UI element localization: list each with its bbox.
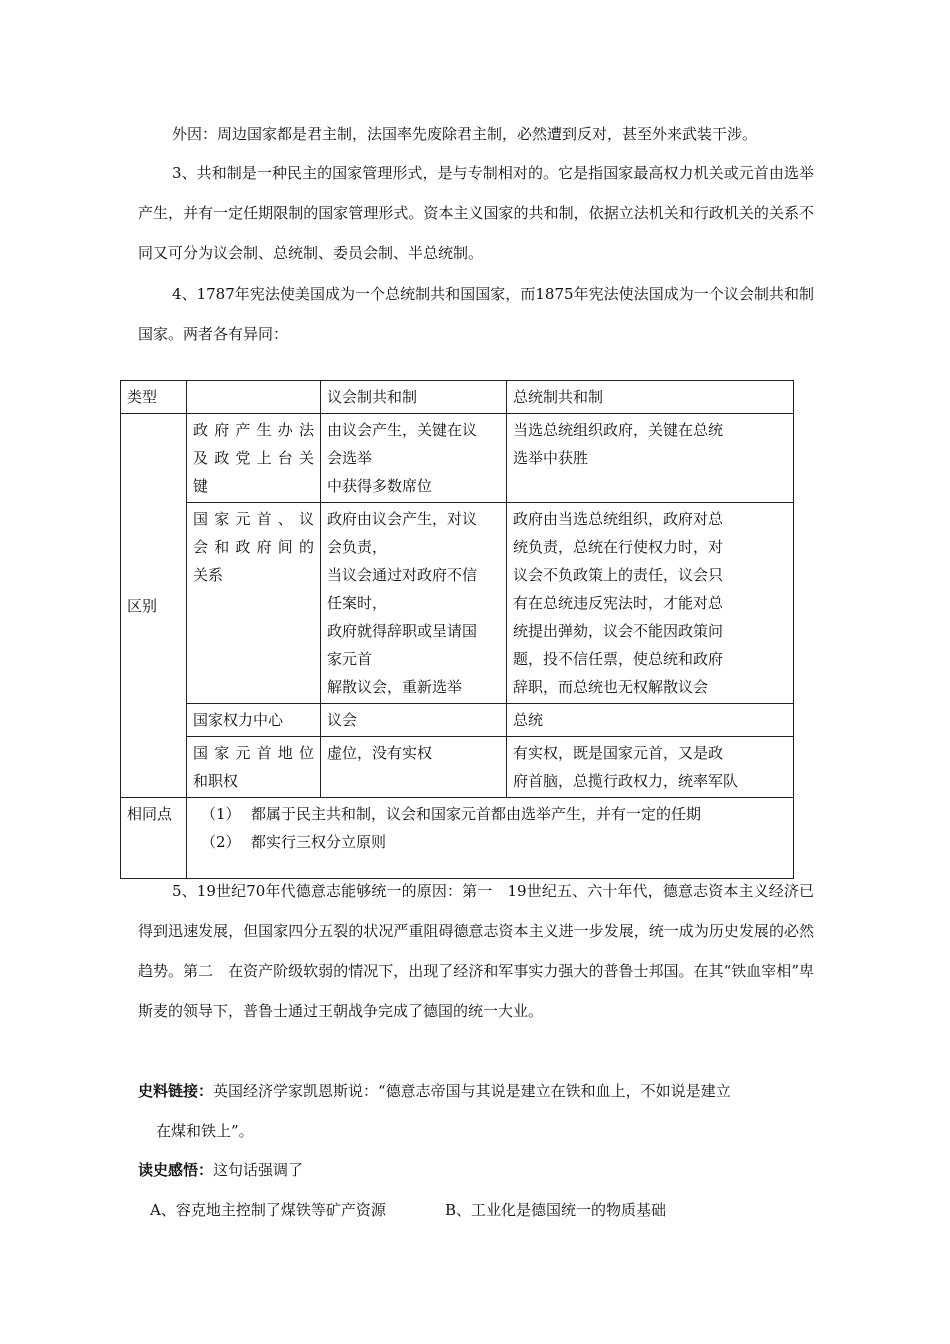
paragraph-constitutions: 4、1787年宪法使美国成为一个总统制共和国国家，而1875年宪法使法国成为一个议会制共和制国家。两者各有异同： — [138, 285, 814, 343]
reading-text: 这句话强调了 — [213, 1161, 304, 1179]
option-a: A、容克地主控制了煤铁等矿产资源 — [150, 1201, 386, 1219]
paragraph-republic-definition: 3、共和制是一种民主的国家管理形式，是与专制相对的。它是指国家最高权力机关或元首由选举产生，并有一定任期限制的国家管理形式。资本主义国家的共和制，依据立法机关和行政机关的关系不同又可分为议会制、总统制、委员会制、半总统制。 — [138, 164, 814, 262]
table-row — [121, 704, 794, 737]
same-cell — [187, 798, 794, 879]
source-link-label: 史料链接： — [138, 1082, 214, 1100]
table-row-similarities — [121, 798, 794, 879]
aspect-cell: 国家元首地位 和职权 — [187, 737, 321, 798]
parliamentary-cell: 议会 — [321, 704, 507, 737]
source-link-paragraph — [138, 1071, 814, 1111]
same-item-text: 都属于民主共和制，议会和国家元首都由选举产生，并有一定的任期 — [251, 805, 702, 823]
parliamentary-cell: 由议会产生，关键在议 会选举 中获得多数席位 — [321, 414, 507, 503]
table-row — [121, 503, 794, 704]
same-label: 相同点 — [121, 798, 187, 879]
reading-paragraph — [138, 1150, 814, 1190]
parliamentary-cell: 政府由议会产生，对议 会负责， 当议会通过对政府不信 任案时， 政府就得辞职或呈请国 家元首 解散议会，重新选举 — [321, 503, 507, 704]
same-item-number: （1） — [201, 805, 241, 823]
presidential-cell: 政府由当选总统组织，政府对总 统负责，总统在行使权力时，对 议会不负政策上的责任，议会只 有在总统违反宪法时，才能对总 统提出弹劾，议会不能因政策问 题，投不信任票，使总统和政府 辞职，而总统也无权解散议会 — [507, 503, 794, 704]
paragraph-german-unification: 5、19世纪70年代德意志能够统一的原因：第一 19世纪五、六十年代，德意志资本主义经济已得到迅速发展，但国家四分五裂的状况严重阻碍德意志资本主义进一步发展，统一成为历史发展的必然趋势。第二 在资产阶级软弱的情况下，出现了经济和军事实力强大的普鲁士邦国。在其“铁血宰相”卑斯麦的领导下，普鲁士通过王朝战争完成了德国的统一大业。 — [138, 882, 814, 1020]
reading-label: 读史感悟： — [138, 1161, 214, 1179]
same-item-text: 都实行三权分立原则 — [251, 833, 387, 851]
header-parliamentary: 议会制共和制 — [321, 381, 507, 414]
source-link-text: 英国经济学家凯恩斯说：“德意志帝国与其说是建立在铁和血上，不如说是建立 — [213, 1082, 731, 1100]
parliamentary-cell: 虚位，没有实权 — [321, 737, 507, 798]
source-link-continuation: 在煤和铁上”。 — [156, 1122, 254, 1140]
paragraph-outer-cause: 外因：周边国家都是君主制，法国率先废除君主制，必然遭到反对，甚至外来武装干涉。 — [172, 125, 758, 143]
aspect-cell: 国家元首、议 会和政府间的 关系 — [187, 503, 321, 704]
presidential-cell: 当选总统组织政府，关键在总统 选举中获胜 — [507, 414, 794, 503]
presidential-cell: 有实权，既是国家元首，又是政 府首脑，总揽行政权力，统率军队 — [507, 737, 794, 798]
table-row — [121, 737, 794, 798]
table-row — [121, 414, 794, 503]
table-header-row — [121, 381, 794, 414]
header-presidential: 总统制共和制 — [507, 381, 794, 414]
comparison-table — [120, 380, 794, 879]
same-item-number: （2） — [201, 833, 241, 851]
diff-label: 区别 — [121, 414, 187, 798]
header-blank — [187, 381, 321, 414]
aspect-cell: 国家权力中心 — [187, 704, 321, 737]
option-b: B、工业化是德国统一的物质基础 — [445, 1201, 667, 1219]
aspect-cell: 政府产生办法 及政党上台关 键 — [187, 414, 321, 503]
presidential-cell: 总统 — [507, 704, 794, 737]
header-type: 类型 — [121, 381, 187, 414]
